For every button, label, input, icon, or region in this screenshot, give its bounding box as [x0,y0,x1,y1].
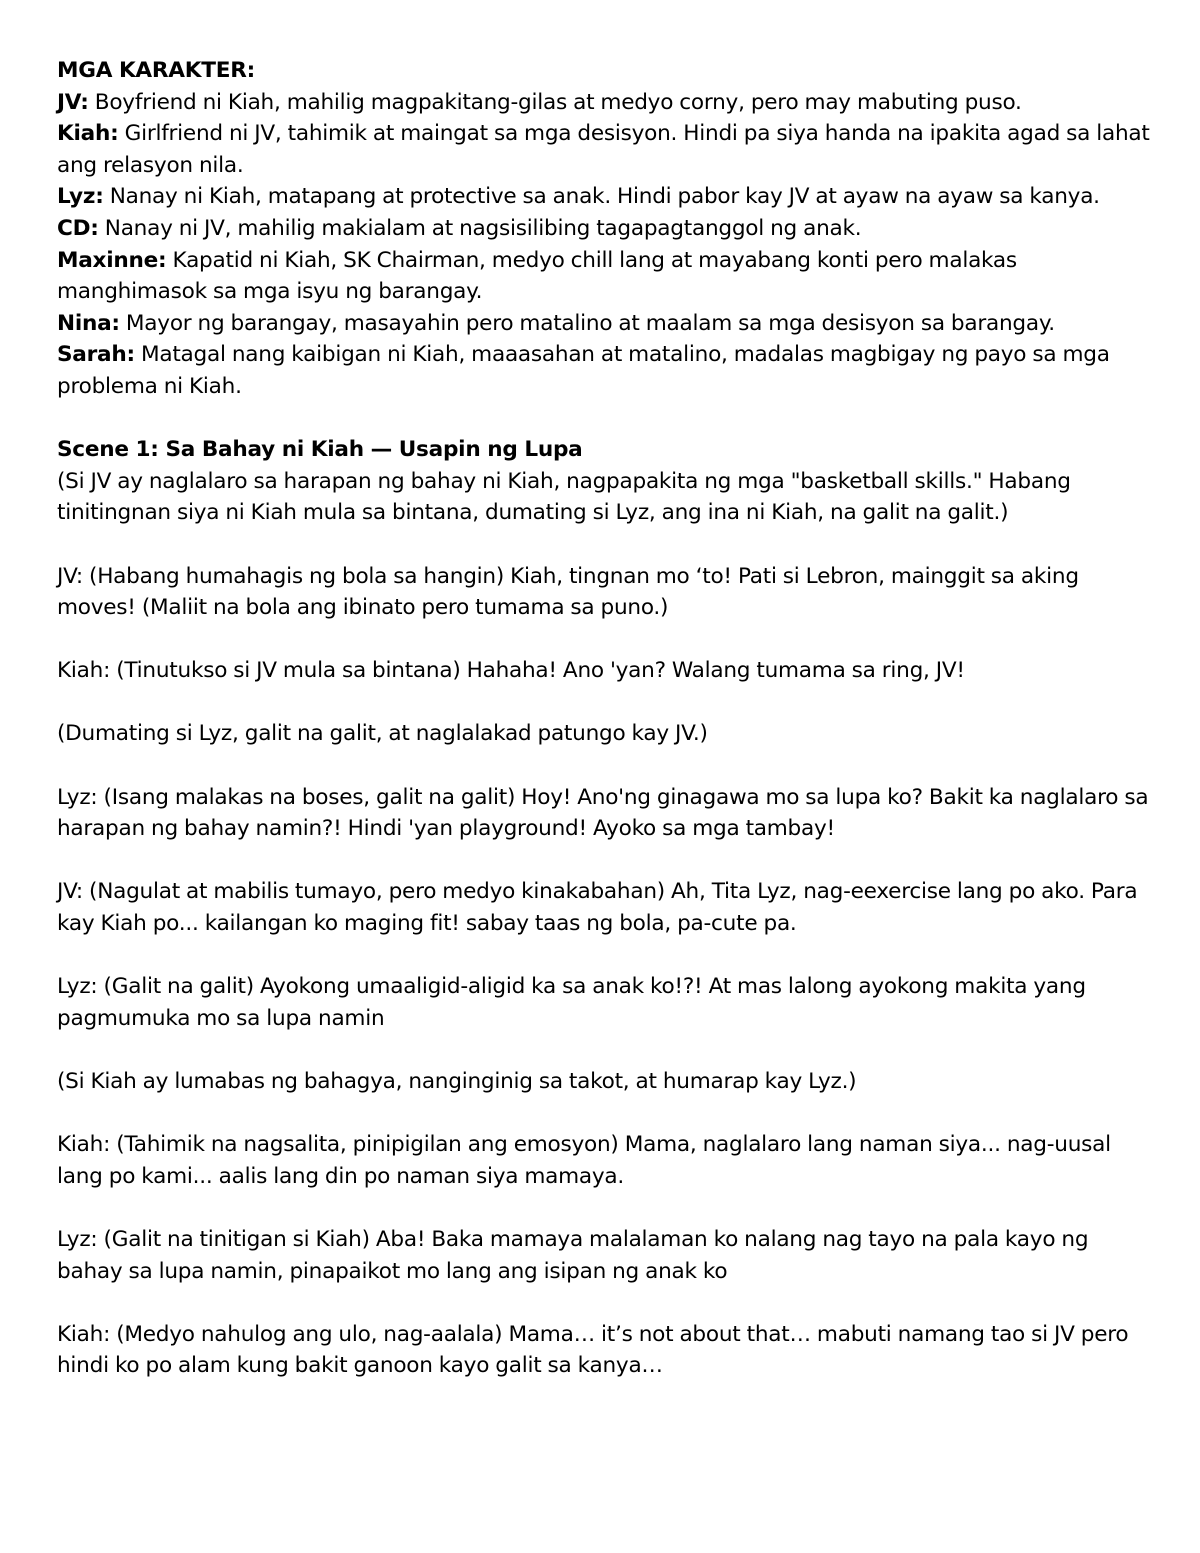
script-line: Lyz: (Isang malakas na boses, galit na galit) Hoy! Ano'ng ginagawa mo sa lupa ko? Bakit ka naglalaro sa harapan ng bahay namin?! Hindi 'yan playground! Ayoko sa mga tambay! [57,784,1149,842]
spacer [57,1034,1157,1066]
script-line: JV: (Habang humahagis ng bola sa hangin) Kiah, tingnan mo ‘to! Pati si Lebron, mainggit sa aking moves! (Maliit na bola ang ibinato pero tumama sa puno.) [57,563,1079,621]
stage-direction: (Dumating si Lyz, galit na galit, at naglalakad patungo kay JV.) [57,721,708,747]
characters-heading: MGA KARAKTER: [57,58,255,83]
character-name: Maxinne: [57,247,167,273]
character-entry-maxinne [57,245,1157,308]
character-name: Sarah: [57,342,135,368]
script-line: Lyz: (Galit na tinitigan si Kiah) Aba! Baka mamaya malalaman ko nalang nag tayo na pala kayo ng bahay sa lupa namin, pinapaikot mo lang ang isipan ng anak ko [57,1226,1089,1284]
character-entry-cd [57,213,1157,245]
spacer [57,687,1157,719]
spacer [57,403,1157,435]
character-description: Kapatid ni Kiah, SK Chairman, medyo chill lang at mayabang konti pero malakas manghimasok sa mga isyu ng barangay. [57,247,1017,305]
character-description: Matagal nang kaibigan ni Kiah, maaasahan at matalino, madalas magbigay ng payo sa mga problema ni Kiah. [57,342,1110,399]
character-description: Nanay ni Kiah, matapang at protective sa anak. Hindi pabor kay JV at ayaw na ayaw sa kanya. [103,184,1100,210]
document-page [57,55,1157,1382]
character-description: Boyfriend ni Kiah, mahilig magpakitang-gilas at medyo corny, pero may mabuting puso. [88,89,1022,115]
spacer [57,1098,1157,1130]
spacer [57,1192,1157,1224]
character-description: Girlfriend ni JV, tahimik at maingat sa mga desisyon. Hindi pa siya handa na ipakita agad sa lahat ang relasyon nila. [57,121,1150,178]
spacer [57,845,1157,877]
character-entry-sarah [57,339,1157,402]
character-entry-nina [57,308,1157,340]
scene-intro: (Si JV ay naglalaro sa harapan ng bahay ni Kiah, nagpapakita ng mga "basketball skills." Habang tinitingnan siya ni Kiah mula sa bintana, dumating si Lyz, ang ina ni Kiah, na galit na galit.) [57,468,1071,526]
character-name: Lyz: [57,184,104,210]
character-description: Nanay ni JV, mahilig makialam at nagsisilibing tagapagtanggol ng anak. [98,215,862,241]
script-line: Kiah: (Medyo nahulog ang ulo, nag-aalala) Mama… it’s not about that… mabuti namang tao si JV pero hindi ko po alam kung bakit ganoon kayo galit sa kanya… [57,1321,1129,1379]
scene-title: Scene 1: Sa Bahay ni Kiah — Usapin ng Lupa [57,437,583,463]
script-line: Kiah: (Tahimik na nagsalita, pinipigilan ang emosyon) Mama, naglalaro lang naman siya... nag-uusal lang po kami... aalis lang din po naman siya mamaya. [57,1132,1111,1189]
character-name: CD: [57,215,99,241]
character-name: JV: [57,89,89,115]
character-name: Nina: [57,310,120,336]
spacer [57,750,1157,782]
stage-direction: (Si Kiah ay lumabas ng bahagya, nanginginig sa takot, at humarap kay Lyz.) [57,1069,857,1094]
spacer [57,940,1157,972]
script-line: Kiah: (Tinutukso si JV mula sa bintana) Hahaha! Ano 'yan? Walang tumama sa ring, JV! [57,658,965,684]
character-entry-lyz [57,181,1157,213]
character-entry-kiah [57,118,1157,181]
character-entry-jv [57,87,1157,119]
spacer [57,624,1157,656]
spacer [57,529,1157,561]
character-name: Kiah: [57,121,119,147]
character-description: Mayor ng barangay, masayahin pero matalino at maalam sa mga desisyon sa barangay. [119,310,1055,336]
spacer [57,1287,1157,1319]
script-line: JV: (Nagulat at mabilis tumayo, pero medyo kinakabahan) Ah, Tita Lyz, nag-eexercise lang po ako. Para kay Kiah po... kailangan ko maging fit! sabay taas ng bola, pa-cute pa. [57,879,1138,937]
script-line: Lyz: (Galit na galit) Ayokong umaaligid-aligid ka sa anak ko!?! At mas lalong ayokong makita yang pagmumuka mo sa lupa namin [57,974,1086,1031]
